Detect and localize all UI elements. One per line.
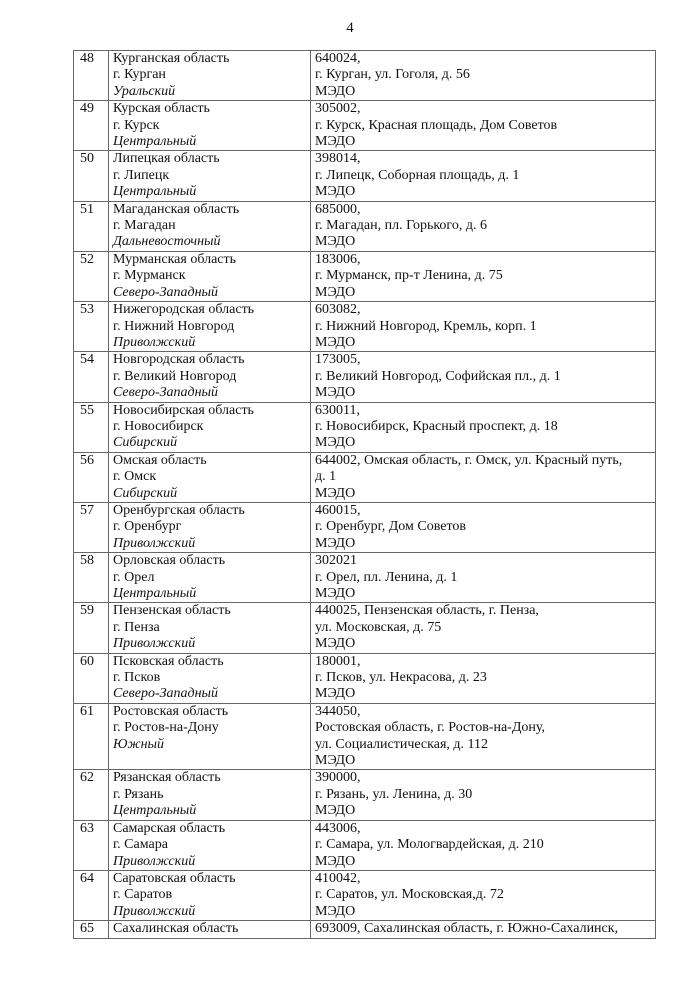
region-cell — [109, 51, 311, 101]
region-cell — [109, 653, 311, 703]
region-cell — [109, 402, 311, 452]
city-name: г. Пенза — [113, 619, 160, 635]
region-name: Курская область — [113, 101, 210, 117]
region-cell — [109, 302, 311, 352]
table-row — [74, 51, 656, 101]
row-number: 50 — [74, 151, 109, 201]
address-cell — [311, 251, 656, 301]
address-line: 180001, — [315, 653, 361, 669]
city-name: г. Псков — [113, 670, 161, 686]
federal-district: Южный — [113, 736, 164, 752]
region-cell — [109, 151, 311, 201]
city-name: г. Мурманск — [113, 268, 186, 284]
table-row — [74, 151, 656, 201]
address-line: г. Рязань, ул. Ленина, д. 30 — [315, 786, 473, 802]
region-name: Пензенская область — [113, 603, 231, 619]
address-line: 644002, Омская область, г. Омск, ул. Красный путь, — [315, 452, 623, 468]
address-line: г. Псков, ул. Некрасова, д. 23 — [315, 670, 487, 686]
city-name: г. Курган — [113, 67, 166, 83]
table-row — [74, 820, 656, 870]
table-row — [74, 603, 656, 653]
row-number: 52 — [74, 251, 109, 301]
region-name: Самарская область — [113, 820, 226, 836]
federal-district: Центральный — [113, 134, 197, 150]
federal-district: Центральный — [113, 184, 197, 200]
city-name: г. Магадан — [113, 218, 176, 234]
row-number: 59 — [74, 603, 109, 653]
address-line: МЭДО — [315, 803, 356, 819]
city-name: г. Рязань — [113, 786, 164, 802]
address-line: Ростовская область, г. Ростов-на-Дону, — [315, 720, 545, 736]
region-cell — [109, 502, 311, 552]
city-name: г. Курск — [113, 117, 160, 133]
address-line: 183006, — [315, 251, 361, 267]
federal-district: Приволжский — [113, 334, 196, 350]
row-number: 56 — [74, 452, 109, 502]
region-cell — [109, 352, 311, 402]
city-name: г. Омск — [113, 469, 157, 485]
region-name: Липецкая область — [113, 151, 220, 167]
address-line: д. 1 — [315, 469, 337, 485]
address-line: г. Курск, Красная площадь, Дом Советов — [315, 117, 558, 133]
region-name: Ростовская область — [113, 703, 229, 719]
region-cell — [109, 603, 311, 653]
table-row — [74, 553, 656, 603]
address-line: г. Новосибирск, Красный проспект, д. 18 — [315, 418, 558, 434]
city-name: г. Новосибирск — [113, 418, 204, 434]
row-number: 63 — [74, 820, 109, 870]
region-cell — [109, 452, 311, 502]
federal-district: Северо-Западный — [113, 284, 219, 300]
address-cell — [311, 770, 656, 820]
address-line: МЭДО — [315, 284, 356, 300]
city-name: г. Ростов-на-Дону — [113, 720, 219, 736]
table-row — [74, 653, 656, 703]
region-cell — [109, 921, 311, 938]
address-line: 630011, — [315, 402, 360, 418]
region-name: Курганская область — [113, 51, 230, 66]
table-row — [74, 352, 656, 402]
federal-district: Приволжский — [113, 853, 196, 869]
address-line: г. Липецк, Соборная площадь, д. 1 — [315, 167, 520, 183]
region-name: Орловская область — [113, 553, 226, 569]
address-cell — [311, 653, 656, 703]
federal-district: Сибирский — [113, 435, 178, 451]
address-cell — [311, 51, 656, 101]
table-row — [74, 452, 656, 502]
region-cell — [109, 251, 311, 301]
address-line: 685000, — [315, 201, 361, 217]
table-row — [74, 770, 656, 820]
federal-district: Приволжский — [113, 636, 196, 652]
region-cell — [109, 770, 311, 820]
row-number: 49 — [74, 101, 109, 151]
region-name: Сахалинская область — [113, 921, 239, 937]
region-name: Саратовская область — [113, 870, 236, 886]
federal-district: Сибирский — [113, 485, 178, 501]
address-line: 693009, Сахалинская область, г. Южно-Сахалинск, — [315, 921, 619, 937]
address-line: г. Оренбург, Дом Советов — [315, 519, 466, 535]
address-cell — [311, 703, 656, 770]
address-line: 305002, — [315, 101, 361, 117]
table-row — [74, 502, 656, 552]
row-number: 58 — [74, 553, 109, 603]
address-line: МЭДО — [315, 753, 356, 769]
address-line: МЭДО — [315, 485, 356, 501]
address-cell — [311, 603, 656, 653]
address-line: МЭДО — [315, 853, 356, 869]
federal-district: Центральный — [113, 803, 197, 819]
region-name: Новосибирская область — [113, 402, 254, 418]
city-name: г. Самара — [113, 837, 168, 853]
address-line: 440025, Пензенская область, г. Пенза, — [315, 603, 539, 619]
address-line: г. Магадан, пл. Горького, д. 6 — [315, 218, 487, 234]
address-line: г. Нижний Новгород, Кремль, корп. 1 — [315, 318, 537, 334]
address-line: МЭДО — [315, 334, 356, 350]
address-cell — [311, 302, 656, 352]
row-number: 54 — [74, 352, 109, 402]
region-name: Новгородская область — [113, 352, 245, 368]
federal-district: Центральный — [113, 586, 197, 601]
address-line: МЭДО — [315, 385, 356, 401]
federal-district: Северо-Западный — [113, 686, 219, 702]
address-line: ул. Социалистическая, д. 112 — [315, 736, 488, 752]
city-name: г. Великий Новгород — [113, 368, 237, 384]
region-name: Оренбургская область — [113, 502, 245, 518]
city-name: г. Саратов — [113, 887, 173, 903]
address-line: 398014, — [315, 151, 361, 167]
region-cell — [109, 870, 311, 920]
city-name: г. Орел — [113, 569, 155, 585]
region-cell — [109, 703, 311, 770]
address-cell — [311, 201, 656, 251]
federal-district: Дальневосточный — [113, 234, 221, 250]
address-line: г. Курган, ул. Гоголя, д. 56 — [315, 67, 470, 83]
region-cell — [109, 820, 311, 870]
address-cell — [311, 452, 656, 502]
region-name: Магаданская область — [113, 201, 240, 217]
address-line: МЭДО — [315, 184, 356, 200]
region-cell — [109, 201, 311, 251]
address-line: МЭДО — [315, 636, 356, 652]
row-number: 64 — [74, 870, 109, 920]
table-row — [74, 870, 656, 920]
row-number: 60 — [74, 653, 109, 703]
address-line: МЭДО — [315, 83, 356, 99]
address-cell — [311, 402, 656, 452]
address-line: г. Самара, ул. Мологвардейская, д. 210 — [315, 837, 544, 853]
region-name: Псковская область — [113, 653, 224, 669]
address-line: г. Мурманск, пр-т Ленина, д. 75 — [315, 268, 503, 284]
address-line: 640024, — [315, 51, 361, 66]
address-line: 344050, — [315, 703, 361, 719]
city-name: г. Липецк — [113, 167, 170, 183]
region-name: Мурманская область — [113, 251, 237, 267]
table-row — [74, 402, 656, 452]
address-line: 603082, — [315, 302, 361, 318]
row-number: 51 — [74, 201, 109, 251]
region-cell — [109, 553, 311, 603]
federal-district: Уральский — [113, 83, 176, 99]
address-line: 443006, — [315, 820, 361, 836]
address-line: МЭДО — [315, 134, 356, 150]
address-line: МЭДО — [315, 535, 356, 551]
address-line: г. Орел, пл. Ленина, д. 1 — [315, 569, 458, 585]
row-number: 65 — [74, 921, 109, 938]
federal-district: Приволжский — [113, 903, 196, 919]
address-line: МЭДО — [315, 435, 356, 451]
address-line: 302021 — [315, 553, 357, 569]
address-line: 173005, — [315, 352, 361, 368]
region-name: Нижегородская область — [113, 302, 255, 318]
regions-table — [73, 50, 656, 939]
row-number: 61 — [74, 703, 109, 770]
address-line: г. Великий Новгород, Софийская пл., д. 1 — [315, 368, 561, 384]
row-number: 55 — [74, 402, 109, 452]
table-row — [74, 251, 656, 301]
page-number: 4 — [346, 20, 354, 36]
address-line: 390000, — [315, 770, 361, 786]
address-cell — [311, 352, 656, 402]
address-cell — [311, 151, 656, 201]
row-number: 48 — [74, 51, 109, 101]
table-row — [74, 703, 656, 770]
address-cell — [311, 921, 656, 938]
address-line: МЭДО — [315, 586, 356, 601]
address-line: 410042, — [315, 870, 361, 886]
region-name: Омская область — [113, 452, 207, 468]
address-cell — [311, 870, 656, 920]
address-line: МЭДО — [315, 903, 356, 919]
address-line: г. Саратов, ул. Московская,д. 72 — [315, 887, 504, 903]
row-number: 57 — [74, 502, 109, 552]
table-row — [74, 302, 656, 352]
address-line: МЭДО — [315, 686, 356, 702]
address-line: МЭДО — [315, 234, 356, 250]
city-name: г. Оренбург — [113, 519, 182, 535]
table-row — [74, 201, 656, 251]
row-number: 53 — [74, 302, 109, 352]
region-name: Рязанская область — [113, 770, 221, 786]
row-number: 62 — [74, 770, 109, 820]
city-name: г. Нижний Новгород — [113, 318, 235, 334]
region-cell — [109, 101, 311, 151]
address-cell — [311, 553, 656, 603]
address-line: 460015, — [315, 502, 361, 518]
address-cell — [311, 502, 656, 552]
address-line: ул. Московская, д. 75 — [315, 619, 442, 635]
federal-district: Приволжский — [113, 535, 196, 551]
table-row — [74, 921, 656, 938]
federal-district: Северо-Западный — [113, 385, 219, 401]
table-row — [74, 101, 656, 151]
address-cell — [311, 101, 656, 151]
address-cell — [311, 820, 656, 870]
